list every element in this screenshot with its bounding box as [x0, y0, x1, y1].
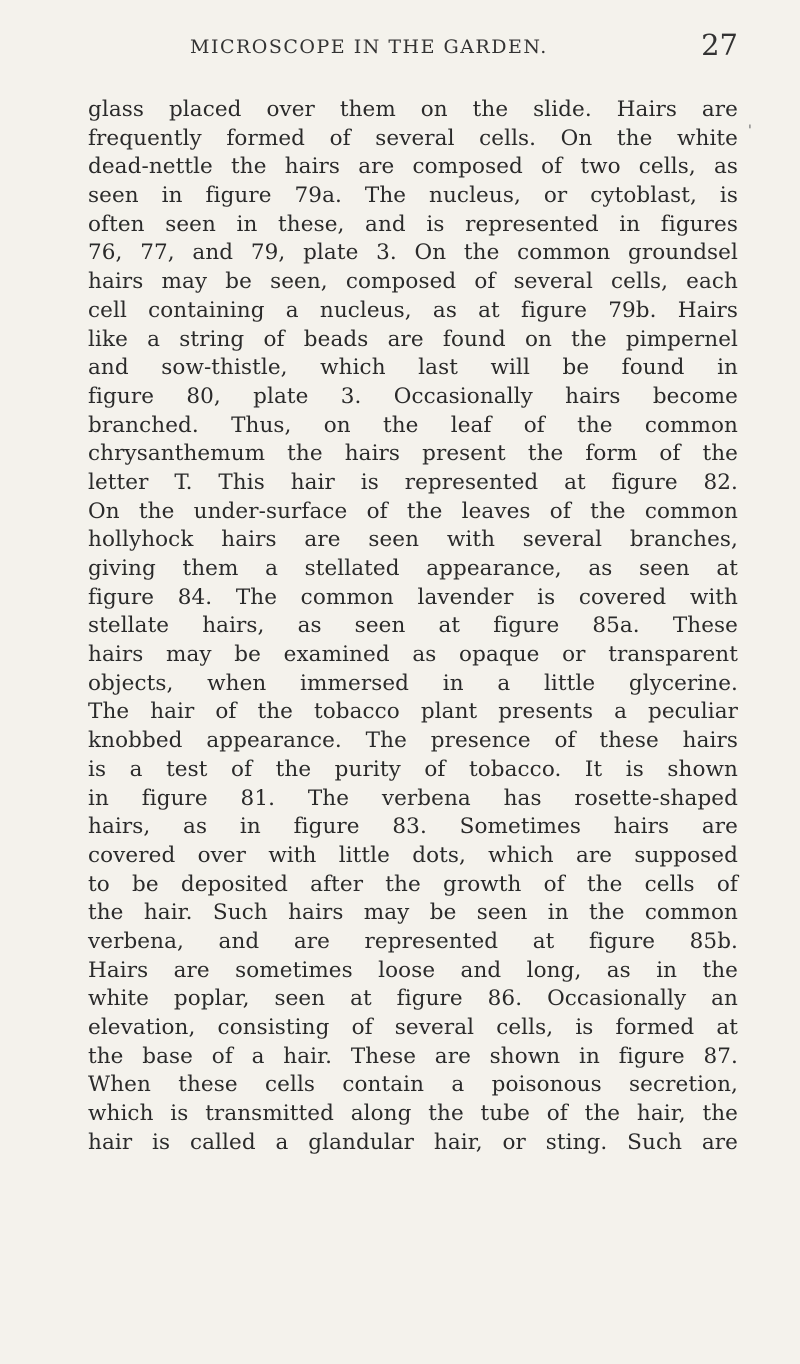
text-line: stellate hairs, as seen at figure 85a. These: [88, 613, 738, 639]
text-line: which is transmitted along the tube of the hair, the: [88, 1101, 738, 1127]
text-line: When these cells contain a poisonous secretion,: [88, 1072, 738, 1098]
text-line: seen in figure 79a. The nucleus, or cytoblast, is: [88, 183, 738, 209]
text-line: objects, when immersed in a little glycerine.: [88, 670, 738, 696]
text-line: letter T. This hair is represented at figure 82.: [88, 469, 738, 495]
running-head: [70, 28, 760, 68]
text-line: hollyhock hairs are seen with several branches,: [88, 527, 738, 553]
text-line: knobbed appearance. The presence of these hairs: [88, 728, 738, 754]
text-line: figure 84. The common lavender is covered with: [88, 584, 738, 610]
text-line: Hairs are sometimes loose and long, as in the: [88, 957, 738, 983]
text-line: white poplar, seen at figure 86. Occasionally an: [88, 986, 738, 1012]
text-line: hairs may be examined as opaque or transparent: [88, 642, 738, 668]
body-paragraph: [88, 96, 738, 1157]
text-line: like a string of beads are found on the pimpernel: [88, 326, 738, 352]
text-line: chrysanthemum the hairs present the form of the: [88, 441, 738, 467]
text-line: hair is called a glandular hair, or sting. Such are: [88, 1129, 738, 1155]
text-line: frequently formed of several cells. On the white: [88, 125, 738, 151]
text-line: hairs may be seen, composed of several cells, each: [88, 269, 738, 295]
text-line: to be deposited after the growth of the cells of: [88, 871, 738, 897]
text-line: glass placed over them on the slide. Hairs are: [88, 97, 738, 122]
text-line: branched. Thus, on the leaf of the common: [88, 412, 738, 438]
text-line: in figure 81. The verbena has rosette-shaped: [88, 785, 738, 811]
text-line: cell containing a nucleus, as at figure 79b. Hairs: [88, 297, 738, 323]
text-line: often seen in these, and is represented in figures: [88, 211, 738, 237]
text-line: On the under-surface of the leaves of the common: [88, 498, 738, 524]
text-line: elevation, consisting of several cells, is formed at: [88, 1015, 738, 1040]
text-line: the hair. Such hairs may be seen in the common: [88, 900, 738, 926]
text-line: The hair of the tobacco plant presents a peculiar: [88, 699, 738, 725]
text-line: and sow-thistle, which last will be found in: [88, 355, 738, 381]
page-number: 27: [701, 28, 738, 62]
running-title: MICROSCOPE IN THE GARDEN.: [190, 36, 548, 58]
text-line: figure 80, plate 3. Occasionally hairs become: [88, 383, 738, 409]
text-line: giving them a stellated appearance, as seen at: [88, 556, 738, 581]
text-line: dead-nettle the hairs are composed of two cells, as: [88, 154, 738, 180]
text-line: the base of a hair. These are shown in figure 87.: [88, 1043, 738, 1069]
text-line: is a test of the purity of tobacco. It is shown: [88, 756, 738, 782]
text-line: hairs, as in figure 83. Sometimes hairs are: [88, 814, 738, 840]
text-line: covered over with little dots, which are supposed: [88, 842, 738, 868]
text-line: 76, 77, and 79, plate 3. On the common groundsel: [88, 240, 738, 266]
text-line: verbena, and are represented at figure 85b.: [88, 928, 738, 954]
margin-mark: ': [748, 123, 752, 139]
